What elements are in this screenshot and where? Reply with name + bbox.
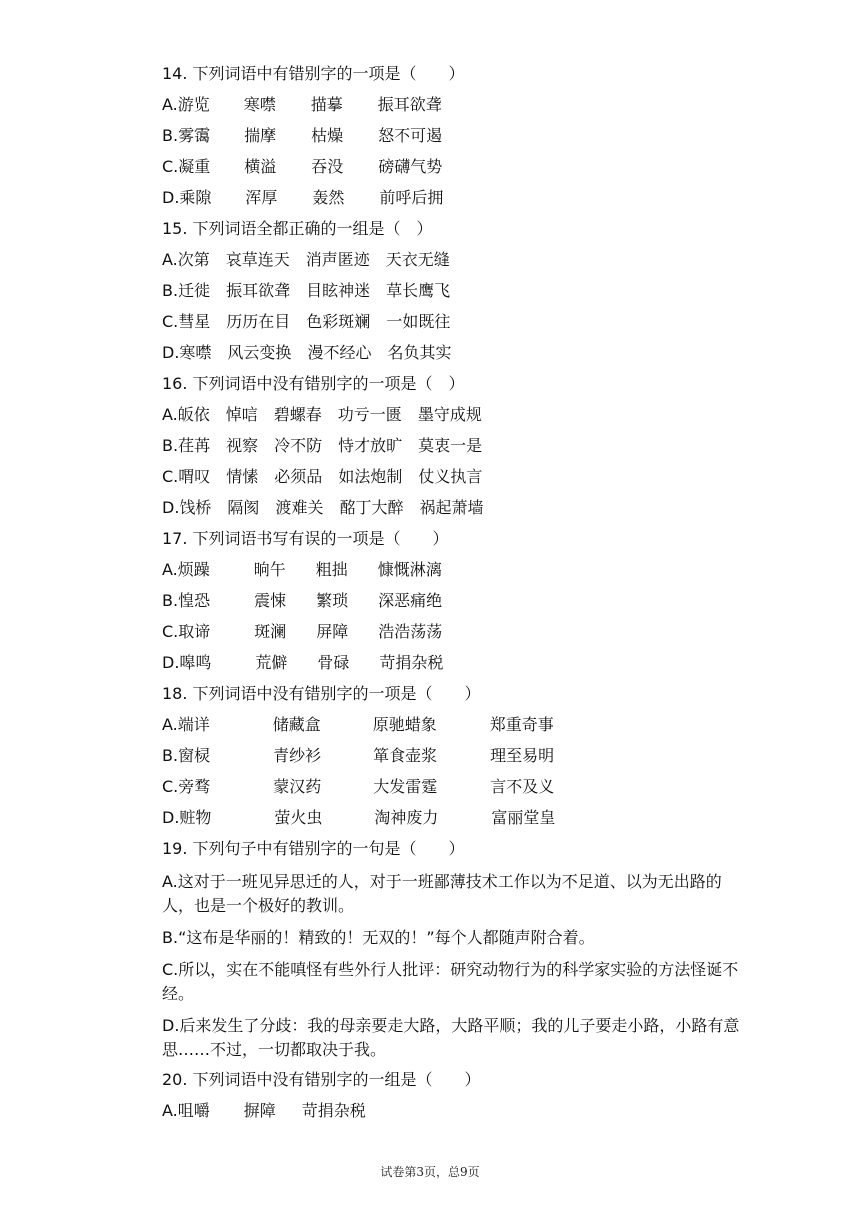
question-19-option-a (162, 870, 742, 918)
option-word: 言不及义 (490, 777, 555, 796)
option-word: 迁徙 (178, 281, 211, 300)
question-15-option-b (162, 281, 742, 312)
option-word: 祸起萧墙 (419, 498, 484, 517)
option-word: 浩浩荡荡 (378, 622, 443, 641)
question-14-option-b (162, 126, 742, 157)
question-16-option-d (162, 498, 742, 529)
option-word: 理至易明 (490, 746, 555, 765)
option-word: 振耳欲聋 (377, 95, 442, 114)
option-word: 如法炮制 (338, 467, 403, 486)
option-word: 惶恐 (178, 591, 211, 610)
option-word: 郑重奇事 (489, 715, 554, 734)
option-word: 天衣无缝 (385, 250, 450, 269)
option-label: A. (162, 715, 178, 734)
question-14-option-d (162, 188, 742, 219)
option-word: 饯桥 (179, 498, 212, 517)
question-17-stem: 17. 下列词语书写有误的一项是（ ） (162, 529, 449, 548)
question-16-option-c (162, 467, 742, 498)
option-word: 仗义执言 (418, 467, 483, 486)
option-label: D. (162, 1016, 180, 1035)
option-word: 粗拙 (315, 560, 348, 579)
option-word: 嗥鸣 (179, 653, 212, 672)
option-word: 磅礴气势 (378, 157, 443, 176)
option-label: A. (162, 1101, 178, 1120)
option-word: 振耳欲聋 (226, 281, 291, 300)
option-word: 墨守成规 (417, 405, 482, 424)
option-word: 赃物 (179, 808, 212, 827)
option-word: 名负其实 (387, 343, 452, 362)
option-word: 草长鹰飞 (386, 281, 451, 300)
question-20-stem: 20. 下列词语中没有错别字的一组是（ ） (162, 1070, 481, 1089)
question-19-option-c (162, 958, 742, 1006)
option-label: C. (162, 960, 179, 979)
option-word: 漫不经心 (307, 343, 372, 362)
option-word: 荒僻 (255, 653, 288, 672)
question-18-option-b (162, 746, 742, 777)
option-word: 原驰蜡象 (372, 715, 437, 734)
option-word: 恃才放旷 (338, 436, 403, 455)
question-18-stem: 18. 下列词语中没有错别字的一项是（ ） (162, 684, 481, 703)
option-word: 彗星 (178, 312, 211, 331)
option-label: C. (162, 157, 179, 176)
option-label: C. (162, 622, 179, 641)
option-word: 冷不防 (274, 436, 323, 455)
option-word: 风云变换 (227, 343, 292, 362)
option-word: 箪食壶浆 (373, 746, 438, 765)
question-18-option-d (162, 808, 742, 839)
option-word: 端详 (177, 715, 210, 734)
question-20-option-a (162, 1101, 742, 1132)
option-word: 青纱衫 (273, 746, 322, 765)
option-word: 吞没 (311, 157, 344, 176)
option-label: C. (162, 467, 179, 486)
option-word: 消声匿迹 (305, 250, 370, 269)
question-16-option-b (162, 436, 742, 467)
option-word: 渡难关 (275, 498, 324, 517)
option-word: 隔阂 (227, 498, 260, 517)
option-word: 悼唁 (225, 405, 258, 424)
question-14-stem: 14. 下列词语中有错别字的一项是（ ） (162, 64, 465, 83)
option-word: 蒙汉药 (273, 777, 322, 796)
option-label: B. (162, 746, 179, 765)
option-word: 储藏盒 (272, 715, 321, 734)
option-word: 酩丁大醉 (339, 498, 404, 517)
question-14-option-c (162, 157, 742, 188)
page-footer: 试卷第3页，总9页 (380, 1165, 480, 1179)
option-word: 繁琐 (316, 591, 349, 610)
option-word: 情愫 (226, 467, 259, 486)
question-15-option-c (162, 312, 742, 343)
question-15-option-a (162, 250, 742, 281)
option-sentence: 所以，实在不能嗔怪有些外行人批评：研究动物行为的科学家实验的方法怪诞不经。 (162, 960, 739, 1003)
option-word: 雾霭 (178, 126, 211, 145)
option-word: 浑厚 (245, 188, 278, 207)
option-label: A. (162, 405, 178, 424)
option-word: 苛捐杂税 (379, 653, 444, 672)
option-word: 碧螺春 (273, 405, 322, 424)
option-word: 揣摩 (244, 126, 277, 145)
option-label: D. (162, 808, 180, 827)
option-word: 富丽堂皇 (491, 808, 556, 827)
question-list (162, 64, 742, 1132)
option-word: 淘神废力 (374, 808, 439, 827)
option-word: 哀草连天 (225, 250, 290, 269)
question-17-option-d (162, 653, 742, 684)
option-word: 荏苒 (178, 436, 211, 455)
option-word: 苛捐杂税 (301, 1101, 366, 1120)
question-19-option-d (162, 1014, 742, 1062)
option-label: B. (162, 436, 179, 455)
option-word: 描摹 (310, 95, 343, 114)
option-word: 视察 (226, 436, 259, 455)
option-word: 萤火虫 (274, 808, 323, 827)
option-word: 前呼后拥 (379, 188, 444, 207)
option-label: D. (162, 343, 180, 362)
option-word: 旁骛 (178, 777, 211, 796)
option-word: 寒噤 (179, 343, 212, 362)
question-18-option-a (162, 715, 742, 746)
option-word: 屏障 (316, 622, 349, 641)
option-word: 咀嚼 (177, 1101, 210, 1120)
option-word: 色彩斑斓 (306, 312, 371, 331)
option-label: A. (162, 250, 178, 269)
option-label: C. (162, 777, 179, 796)
option-word: 骨碌 (317, 653, 350, 672)
option-label: B. (162, 928, 179, 947)
question-17-option-b (162, 591, 742, 622)
question-15-stem: 15. 下列词语全都正确的一组是（ ） (162, 219, 433, 238)
option-label: D. (162, 188, 180, 207)
option-word: 慷慨淋漓 (377, 560, 442, 579)
option-word: 烦躁 (177, 560, 210, 579)
option-sentence: 后来发生了分歧：我的母亲要走大路，大路平顺；我的儿子要走小路，小路有意思……不过，一切都取决于我。 (162, 1016, 740, 1059)
option-word: 皈依 (177, 405, 210, 424)
option-word: 枯燥 (311, 126, 344, 145)
option-word: 必须品 (274, 467, 323, 486)
option-word: 大发雷霆 (373, 777, 438, 796)
option-word: 摒障 (243, 1101, 276, 1120)
option-word: 乘隙 (179, 188, 212, 207)
question-19-option-b (162, 926, 742, 950)
option-word: 次第 (177, 250, 210, 269)
option-word: 凝重 (178, 157, 211, 176)
question-16-stem: 16. 下列词语中没有错别字的一项是（ ） (162, 374, 465, 393)
option-word: 轰然 (312, 188, 345, 207)
option-word: 寒噤 (243, 95, 276, 114)
option-label: B. (162, 591, 179, 610)
option-label: D. (162, 653, 180, 672)
option-label: A. (162, 560, 178, 579)
option-word: 斑澜 (254, 622, 287, 641)
question-19-stem: 19. 下列句子中有错别字的一句是（ ） (162, 839, 465, 858)
question-17-option-a (162, 560, 742, 591)
option-label: A. (162, 872, 178, 891)
question-18-option-c (162, 777, 742, 808)
question-15-option-d (162, 343, 742, 374)
option-label: D. (162, 498, 180, 517)
option-word: 历历在目 (226, 312, 291, 331)
option-word: 取谛 (178, 622, 211, 641)
option-label: C. (162, 312, 179, 331)
option-sentence: “这布是华丽的！精致的！无双的！”每个人都随声附合着。 (178, 928, 595, 947)
option-word: 功亏一匮 (337, 405, 402, 424)
option-word: 震悚 (254, 591, 287, 610)
option-word: 目眩神迷 (306, 281, 371, 300)
option-label: B. (162, 126, 179, 145)
option-word: 怒不可遏 (378, 126, 443, 145)
option-word: 深恶痛绝 (378, 591, 443, 610)
question-14-option-a (162, 95, 742, 126)
option-word: 游览 (177, 95, 210, 114)
question-16-option-a (162, 405, 742, 436)
option-word: 喟叹 (178, 467, 211, 486)
option-label: B. (162, 281, 179, 300)
option-word: 一如既往 (386, 312, 451, 331)
option-word: 横溢 (244, 157, 277, 176)
option-word: 晌午 (253, 560, 286, 579)
option-label: A. (162, 95, 178, 114)
option-word: 莫衷一是 (418, 436, 483, 455)
question-17-option-c (162, 622, 742, 653)
option-word: 窗棂 (178, 746, 211, 765)
option-sentence: 这对于一班见异思迁的人，对于一班鄙薄技术工作以为不足道、以为无出路的人，也是一个极好的教训。 (162, 872, 722, 915)
